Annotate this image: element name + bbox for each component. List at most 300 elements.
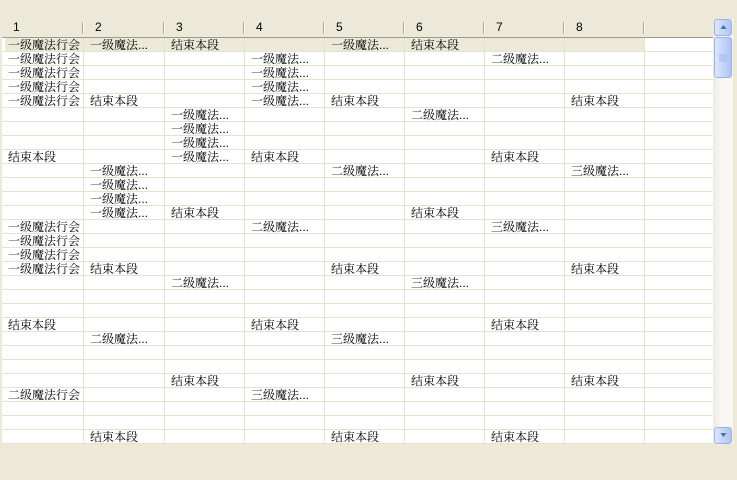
table-cell-filler — [645, 66, 713, 79]
table-cell[interactable]: 三级魔法... — [485, 220, 565, 233]
table-cell[interactable]: 二级魔法... — [165, 276, 245, 289]
table-cell[interactable] — [245, 38, 325, 51]
table-cell[interactable] — [485, 374, 565, 387]
table-cell[interactable] — [485, 416, 565, 429]
table-cell[interactable] — [245, 234, 325, 247]
table-cell[interactable] — [84, 276, 165, 289]
table-cell[interactable] — [84, 220, 165, 233]
table-cell[interactable] — [2, 122, 84, 135]
table-cell[interactable]: 结束本段 — [565, 262, 645, 275]
table-cell[interactable]: 一级魔法... — [165, 108, 245, 121]
table-cell[interactable] — [325, 416, 405, 429]
table-cell[interactable]: 三级魔法... — [245, 388, 325, 401]
table-cell-filler — [645, 388, 713, 401]
table-cell[interactable] — [485, 192, 565, 205]
table-cell[interactable] — [565, 206, 645, 219]
table-cell[interactable] — [2, 206, 84, 219]
table-cell[interactable]: 一级魔法行会 — [2, 248, 84, 261]
column-header-6[interactable]: 6 — [405, 19, 485, 37]
table-row — [2, 388, 713, 402]
table-cell[interactable] — [165, 94, 245, 107]
table-cell[interactable] — [325, 122, 405, 135]
table-cell[interactable] — [245, 164, 325, 177]
table-cell[interactable] — [405, 192, 485, 205]
table-cell[interactable] — [325, 192, 405, 205]
table-cell-filler — [645, 220, 713, 233]
table-cell[interactable] — [485, 164, 565, 177]
table-cell-filler — [645, 38, 713, 51]
table-cell[interactable] — [325, 290, 405, 303]
table-cell[interactable] — [325, 234, 405, 247]
table-cell[interactable]: 一级魔法... — [84, 206, 165, 219]
table-cell[interactable] — [245, 108, 325, 121]
table-cell[interactable] — [565, 52, 645, 65]
table-cell[interactable]: 结束本段 — [325, 94, 405, 107]
table-cell[interactable] — [405, 220, 485, 233]
table-cell[interactable] — [245, 374, 325, 387]
table-cell[interactable]: 结束本段 — [325, 262, 405, 275]
table-cell[interactable] — [405, 262, 485, 275]
table-cell[interactable] — [84, 416, 165, 429]
table-cell[interactable]: 一级魔法... — [165, 122, 245, 135]
table-cell[interactable] — [485, 388, 565, 401]
table-cell[interactable]: 二级魔法... — [405, 108, 485, 121]
table-cell[interactable] — [405, 150, 485, 163]
table-cell[interactable] — [405, 94, 485, 107]
table-cell[interactable] — [165, 52, 245, 65]
table-row — [2, 192, 713, 206]
table-row — [2, 150, 713, 164]
table-row — [2, 416, 713, 430]
table-cell[interactable]: 一级魔法行会 — [2, 234, 84, 247]
table-cell[interactable] — [2, 108, 84, 121]
table-cell-filler — [645, 164, 713, 177]
table-row — [2, 38, 713, 52]
table-row — [2, 234, 713, 248]
table-cell[interactable]: 结束本段 — [405, 374, 485, 387]
table-cell[interactable] — [565, 276, 645, 289]
table-cell[interactable]: 结束本段 — [485, 150, 565, 163]
table-cell[interactable] — [405, 52, 485, 65]
table-cell-filler — [645, 234, 713, 247]
table-cell[interactable]: 结束本段 — [165, 374, 245, 387]
table-cell[interactable] — [165, 262, 245, 275]
table-row — [2, 262, 713, 276]
table-row — [2, 374, 713, 388]
scroll-down-button[interactable] — [714, 427, 732, 444]
table-cell[interactable] — [325, 108, 405, 121]
grid-header-row — [2, 19, 713, 38]
table-cell[interactable] — [165, 360, 245, 373]
table-cell[interactable] — [245, 276, 325, 289]
table-cell[interactable] — [2, 164, 84, 177]
table-cell[interactable] — [84, 304, 165, 317]
table-cell[interactable] — [565, 248, 645, 261]
column-header-1[interactable]: 1 — [2, 19, 84, 37]
table-cell-filler — [645, 318, 713, 331]
table-cell[interactable] — [565, 192, 645, 205]
table-cell[interactable] — [565, 346, 645, 359]
table-cell[interactable] — [485, 248, 565, 261]
table-cell[interactable]: 结束本段 — [2, 150, 84, 163]
table-cell-filler — [645, 430, 713, 443]
table-cell[interactable]: 一级魔法... — [84, 38, 165, 51]
table-cell[interactable] — [165, 290, 245, 303]
table-cell[interactable]: 一级魔法... — [84, 164, 165, 177]
table-cell[interactable] — [165, 192, 245, 205]
table-cell[interactable] — [84, 248, 165, 261]
table-cell[interactable]: 结束本段 — [84, 430, 165, 443]
table-cell[interactable] — [565, 304, 645, 317]
table-cell[interactable] — [325, 178, 405, 191]
scrollbar-track[interactable] — [713, 36, 733, 427]
table-cell[interactable] — [84, 66, 165, 79]
table-cell[interactable]: 结束本段 — [84, 262, 165, 275]
table-cell[interactable]: 三级魔法... — [565, 164, 645, 177]
table-cell[interactable]: 一级魔法... — [245, 66, 325, 79]
table-cell[interactable] — [2, 192, 84, 205]
table-cell[interactable] — [165, 318, 245, 331]
table-cell[interactable]: 结束本段 — [245, 318, 325, 331]
table-cell[interactable] — [565, 416, 645, 429]
table-cell[interactable] — [165, 346, 245, 359]
table-cell-filler — [645, 360, 713, 373]
vertical-scrollbar[interactable] — [713, 19, 733, 444]
table-cell[interactable]: 二级魔法行会 — [2, 388, 84, 401]
table-cell[interactable] — [165, 234, 245, 247]
table-cell[interactable] — [165, 402, 245, 415]
table-cell[interactable] — [2, 290, 84, 303]
table-cell[interactable] — [485, 346, 565, 359]
table-cell-filler — [645, 80, 713, 93]
table-cell[interactable] — [485, 136, 565, 149]
table-cell[interactable]: 结束本段 — [405, 206, 485, 219]
table-cell[interactable] — [405, 346, 485, 359]
table-cell[interactable] — [245, 346, 325, 359]
table-cell[interactable]: 一级魔法... — [245, 94, 325, 107]
table-cell[interactable]: 一级魔法行会 — [2, 80, 84, 93]
table-cell[interactable] — [165, 304, 245, 317]
table-cell[interactable] — [565, 234, 645, 247]
table-cell[interactable]: 一级魔法... — [325, 38, 405, 51]
table-row — [2, 318, 713, 332]
table-cell[interactable] — [84, 52, 165, 65]
table-cell-filler — [645, 206, 713, 219]
table-cell[interactable]: 一级魔法行会 — [2, 52, 84, 65]
table-cell[interactable] — [405, 430, 485, 443]
table-cell[interactable] — [165, 80, 245, 93]
table-cell[interactable] — [565, 150, 645, 163]
column-header-8[interactable]: 8 — [565, 19, 645, 37]
table-cell[interactable] — [565, 332, 645, 345]
table-row — [2, 164, 713, 178]
table-cell-filler — [645, 374, 713, 387]
table-cell[interactable] — [405, 388, 485, 401]
table-cell[interactable] — [405, 290, 485, 303]
table-cell[interactable] — [325, 66, 405, 79]
column-header-4[interactable]: 4 — [245, 19, 325, 37]
table-cell[interactable] — [245, 178, 325, 191]
column-header-5[interactable]: 5 — [325, 19, 405, 37]
table-cell[interactable] — [84, 290, 165, 303]
table-cell[interactable] — [405, 402, 485, 415]
table-row — [2, 346, 713, 360]
table-cell[interactable]: 一级魔法行会 — [2, 94, 84, 107]
table-cell[interactable] — [565, 66, 645, 79]
table-row — [2, 178, 713, 192]
table-cell[interactable]: 一级魔法... — [245, 80, 325, 93]
table-cell[interactable] — [245, 290, 325, 303]
table-cell[interactable] — [565, 290, 645, 303]
table-cell[interactable] — [405, 178, 485, 191]
table-cell[interactable]: 结束本段 — [405, 38, 485, 51]
table-cell-filler — [645, 304, 713, 317]
table-cell[interactable] — [405, 248, 485, 261]
table-row — [2, 220, 713, 234]
table-cell[interactable] — [245, 248, 325, 261]
table-cell[interactable]: 一级魔法... — [165, 136, 245, 149]
table-cell[interactable] — [2, 374, 84, 387]
table-cell-filler — [645, 416, 713, 429]
table-cell[interactable]: 结束本段 — [565, 94, 645, 107]
table-cell[interactable]: 一级魔法... — [84, 192, 165, 205]
table-cell[interactable] — [405, 318, 485, 331]
table-cell[interactable] — [2, 276, 84, 289]
grid-body — [2, 38, 713, 444]
chevron-down-icon: ▼ — [717, 432, 729, 439]
table-cell[interactable] — [165, 416, 245, 429]
table-cell[interactable] — [565, 122, 645, 135]
table-cell[interactable] — [325, 318, 405, 331]
table-cell[interactable] — [325, 150, 405, 163]
table-cell[interactable] — [2, 430, 84, 443]
table-cell-filler — [645, 178, 713, 191]
table-cell[interactable] — [405, 360, 485, 373]
table-cell[interactable] — [165, 248, 245, 261]
table-cell[interactable] — [485, 290, 565, 303]
table-cell[interactable] — [84, 388, 165, 401]
column-header-3[interactable]: 3 — [165, 19, 245, 37]
table-cell[interactable] — [565, 80, 645, 93]
column-header-2[interactable]: 2 — [84, 19, 165, 37]
table-row — [2, 206, 713, 220]
table-cell[interactable] — [565, 220, 645, 233]
chevron-up-icon: ▲ — [717, 24, 729, 31]
table-cell[interactable]: 结束本段 — [165, 38, 245, 51]
table-cell[interactable]: 结束本段 — [565, 374, 645, 387]
table-cell[interactable] — [485, 178, 565, 191]
table-cell[interactable] — [84, 360, 165, 373]
table-cell-filler — [645, 136, 713, 149]
table-cell[interactable] — [325, 388, 405, 401]
table-cell[interactable] — [245, 402, 325, 415]
table-cell[interactable] — [245, 332, 325, 345]
table-cell-filler — [645, 276, 713, 289]
table-cell[interactable] — [325, 248, 405, 261]
table-cell[interactable] — [565, 38, 645, 51]
table-cell[interactable] — [325, 374, 405, 387]
table-cell[interactable] — [325, 206, 405, 219]
table-cell[interactable] — [84, 318, 165, 331]
table-cell[interactable] — [405, 234, 485, 247]
table-cell[interactable] — [84, 108, 165, 121]
table-cell[interactable] — [2, 332, 84, 345]
table-cell[interactable] — [245, 122, 325, 135]
table-row — [2, 248, 713, 262]
column-header-filler — [645, 19, 713, 37]
table-cell[interactable] — [245, 360, 325, 373]
table-row — [2, 66, 713, 80]
table-row — [2, 276, 713, 290]
table-cell[interactable] — [245, 416, 325, 429]
table-cell[interactable]: 二级魔法... — [84, 332, 165, 345]
table-cell[interactable] — [2, 304, 84, 317]
table-cell[interactable] — [325, 402, 405, 415]
table-cell[interactable] — [565, 430, 645, 443]
table-cell[interactable]: 二级魔法... — [325, 164, 405, 177]
table-cell[interactable] — [405, 122, 485, 135]
table-cell[interactable]: 一级魔法行会 — [2, 262, 84, 275]
table-cell[interactable] — [405, 332, 485, 345]
table-cell[interactable] — [84, 402, 165, 415]
table-cell[interactable] — [165, 66, 245, 79]
table-cell[interactable] — [245, 136, 325, 149]
table-row — [2, 94, 713, 108]
table-cell[interactable]: 结束本段 — [165, 206, 245, 219]
table-cell[interactable] — [565, 360, 645, 373]
table-cell-filler — [645, 52, 713, 65]
table-cell[interactable] — [485, 262, 565, 275]
table-cell[interactable]: 三级魔法... — [325, 332, 405, 345]
table-cell[interactable] — [485, 80, 565, 93]
table-cell[interactable] — [565, 108, 645, 121]
table-row — [2, 360, 713, 374]
table-cell[interactable] — [84, 346, 165, 359]
table-cell[interactable]: 一级魔法行会 — [2, 38, 84, 51]
table-cell[interactable] — [2, 416, 84, 429]
table-cell[interactable] — [84, 122, 165, 135]
table-cell[interactable]: 一级魔法... — [84, 178, 165, 191]
table-cell-filler — [645, 150, 713, 163]
table-cell[interactable] — [2, 346, 84, 359]
table-cell[interactable] — [485, 276, 565, 289]
table-cell[interactable] — [405, 136, 485, 149]
table-cell[interactable] — [325, 346, 405, 359]
table-cell[interactable] — [84, 374, 165, 387]
table-cell[interactable]: 二级魔法... — [245, 220, 325, 233]
scrollbar-thumb[interactable] — [714, 37, 732, 78]
table-row — [2, 80, 713, 94]
table-cell[interactable] — [325, 304, 405, 317]
table-cell-filler — [645, 248, 713, 261]
table-cell[interactable] — [325, 220, 405, 233]
table-cell[interactable] — [485, 94, 565, 107]
table-cell[interactable] — [84, 150, 165, 163]
table-cell[interactable] — [2, 178, 84, 191]
table-cell-filler — [645, 262, 713, 275]
table-row — [2, 108, 713, 122]
table-cell[interactable] — [165, 164, 245, 177]
table-cell[interactable]: 结束本段 — [245, 150, 325, 163]
table-cell[interactable] — [2, 402, 84, 415]
table-cell[interactable] — [485, 38, 565, 51]
table-cell[interactable] — [485, 206, 565, 219]
scroll-up-button[interactable] — [714, 19, 732, 36]
table-cell[interactable] — [2, 136, 84, 149]
table-cell[interactable] — [565, 318, 645, 331]
table-cell-filler — [645, 402, 713, 415]
table-cell[interactable]: 一级魔法... — [245, 52, 325, 65]
table-cell[interactable]: 一级魔法... — [165, 150, 245, 163]
table-cell[interactable]: 结束本段 — [2, 318, 84, 331]
table-cell[interactable] — [325, 136, 405, 149]
table-cell[interactable] — [485, 122, 565, 135]
table-cell[interactable] — [405, 304, 485, 317]
table-cell[interactable] — [485, 66, 565, 79]
table-cell[interactable] — [84, 136, 165, 149]
table-cell[interactable] — [485, 402, 565, 415]
table-cell[interactable] — [245, 206, 325, 219]
table-cell[interactable] — [485, 360, 565, 373]
table-cell[interactable] — [485, 234, 565, 247]
table-cell[interactable] — [325, 80, 405, 93]
table-cell[interactable]: 一级魔法行会 — [2, 220, 84, 233]
table-cell[interactable] — [245, 192, 325, 205]
table-cell[interactable] — [565, 136, 645, 149]
table-cell[interactable] — [485, 304, 565, 317]
thumb-grip-icon — [719, 54, 727, 61]
table-cell[interactable]: 结束本段 — [84, 94, 165, 107]
column-header-7[interactable]: 7 — [485, 19, 565, 37]
table-cell[interactable]: 结束本段 — [485, 318, 565, 331]
table-cell[interactable]: 结束本段 — [325, 430, 405, 443]
table-row — [2, 332, 713, 346]
table-cell[interactable] — [245, 304, 325, 317]
table-cell[interactable] — [325, 276, 405, 289]
table-cell[interactable] — [165, 388, 245, 401]
table-cell[interactable]: 二级魔法... — [485, 52, 565, 65]
table-row — [2, 122, 713, 136]
table-cell[interactable] — [485, 108, 565, 121]
table-cell[interactable] — [325, 360, 405, 373]
table-row — [2, 304, 713, 318]
table-cell[interactable] — [565, 388, 645, 401]
table-cell[interactable]: 结束本段 — [485, 430, 565, 443]
table-cell[interactable] — [565, 402, 645, 415]
table-cell[interactable] — [165, 220, 245, 233]
table-cell[interactable]: 一级魔法行会 — [2, 66, 84, 79]
table-cell[interactable] — [245, 430, 325, 443]
table-cell[interactable] — [485, 332, 565, 345]
table-cell[interactable] — [245, 262, 325, 275]
table-cell[interactable] — [2, 360, 84, 373]
table-cell[interactable] — [165, 430, 245, 443]
table-cell[interactable] — [84, 234, 165, 247]
table-cell[interactable] — [565, 178, 645, 191]
table-cell[interactable] — [165, 332, 245, 345]
table-cell[interactable] — [84, 80, 165, 93]
table-row — [2, 402, 713, 416]
table-cell[interactable] — [405, 416, 485, 429]
table-cell[interactable]: 三级魔法... — [405, 276, 485, 289]
table-row — [2, 290, 713, 304]
table-cell[interactable] — [325, 52, 405, 65]
table-cell[interactable] — [405, 66, 485, 79]
table-cell[interactable] — [405, 164, 485, 177]
table-cell[interactable] — [165, 178, 245, 191]
table-cell-filler — [645, 192, 713, 205]
table-cell[interactable] — [405, 80, 485, 93]
